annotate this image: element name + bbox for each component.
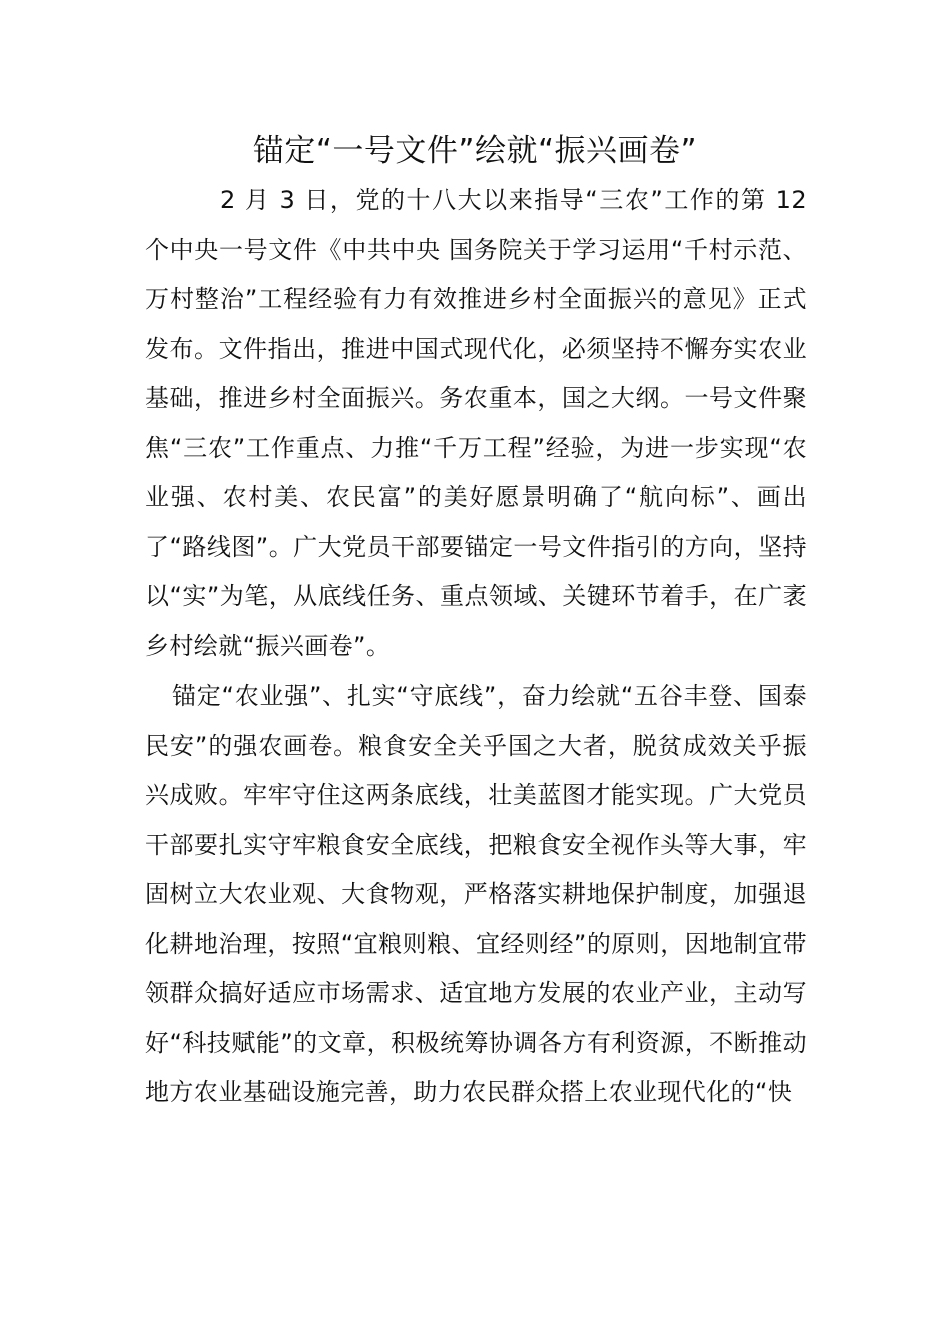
paragraph-strong-agriculture: 锚定“农业强”、扎实“守底线”，奋力绘就“五谷丰登、国泰民安”的强农画卷。粮食安全关乎国之大者，脱贫成效关乎振兴成败。牢牢守住这两条底线，壮美蓝图才能实现。广大党员干部要扎实守牢粮食安全底线，把粮食安全视作头等大事，牢固树立大农业观、大食物观，严格落实耕地保护制度，加强退化耕地治理，按照“宜粮则粮、宜经则经”的原则，因地制宜带领群众搞好适应市场需求、适宜地方发展的农业产业，主动写好“科技赋能”的文章，积极统筹协调各方有利资源，不断推动地方农业基础设施完善，助力农民群众搭上农业现代化的“快 bbox=[145, 682, 807, 1106]
document-body bbox=[145, 176, 807, 1118]
paragraph-intro: 2 月 3 日，党的十八大以来指导“三农”工作的第 12 个中央一号文件《中共中央 国务院关于学习运用“千村示范、万村整治”工程经验有力有效推进乡村全面振兴的意见》正式发布。文件指出，推进中国式现代化，必须坚持不懈夯实农业基础，推进乡村全面振兴。务农重本，国之大纲。一号文件聚焦“三农”工作重点、力推“千万工程”经验，为进一步实现“农业强、农村美、农民富”的美好愿景明确了“航向标”、画出了“路线图”。广大党员干部要锚定一号文件指引的方向，坚持以“实”为笔，从底线任务、重点领域、关键环节着手，在广袤乡村绘就“振兴画卷”。 bbox=[145, 186, 807, 660]
document-title: 锚定“一号文件”绘就“振兴画卷” bbox=[252, 133, 698, 169]
